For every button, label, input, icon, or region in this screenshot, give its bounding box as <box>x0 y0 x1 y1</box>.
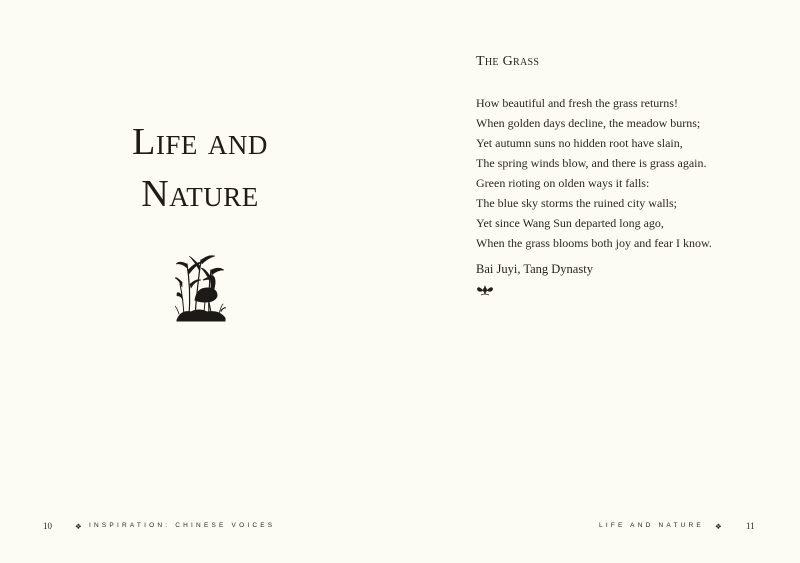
poem-line: How beautiful and fresh the grass returns! <box>476 96 678 110</box>
running-head-right: LIFE AND NATURE <box>599 522 704 529</box>
chapter-title-line-2: Nature <box>141 173 259 215</box>
right-page <box>400 0 800 563</box>
poem-line: The blue sky storms the ruined city walls; <box>476 196 677 210</box>
running-head-left: INSPIRATION: CHINESE VOICES <box>89 522 276 529</box>
running-head-separator-left: ❖ <box>75 522 82 531</box>
running-head-separator-right: ❖ <box>715 522 722 531</box>
poem-attribution: Bai Juyi, Tang Dynasty <box>476 262 593 276</box>
chapter-title <box>0 116 400 220</box>
page-number-right: 11 <box>746 521 755 531</box>
poem-line: The spring winds blow, and there is grass again. <box>476 156 707 170</box>
poem-line: When the grass blooms both joy and fear I know. <box>476 236 712 250</box>
poem-body <box>476 93 712 253</box>
poem-line: Green rioting on olden ways it falls: <box>476 176 650 190</box>
chapter-title-line-1: Life and <box>132 121 268 163</box>
page-number-left: 10 <box>43 521 52 531</box>
poem-line: Yet since Wang Sun departed long ago, <box>476 216 664 230</box>
poem-line: Yet autumn suns no hidden root have slain, <box>476 136 683 150</box>
floral-fleuron-icon <box>476 283 494 297</box>
heron-reeds-silhouette-icon <box>175 250 227 322</box>
poem-line: When golden days decline, the meadow burns; <box>476 116 701 130</box>
poem-title: The Grass <box>476 54 540 69</box>
